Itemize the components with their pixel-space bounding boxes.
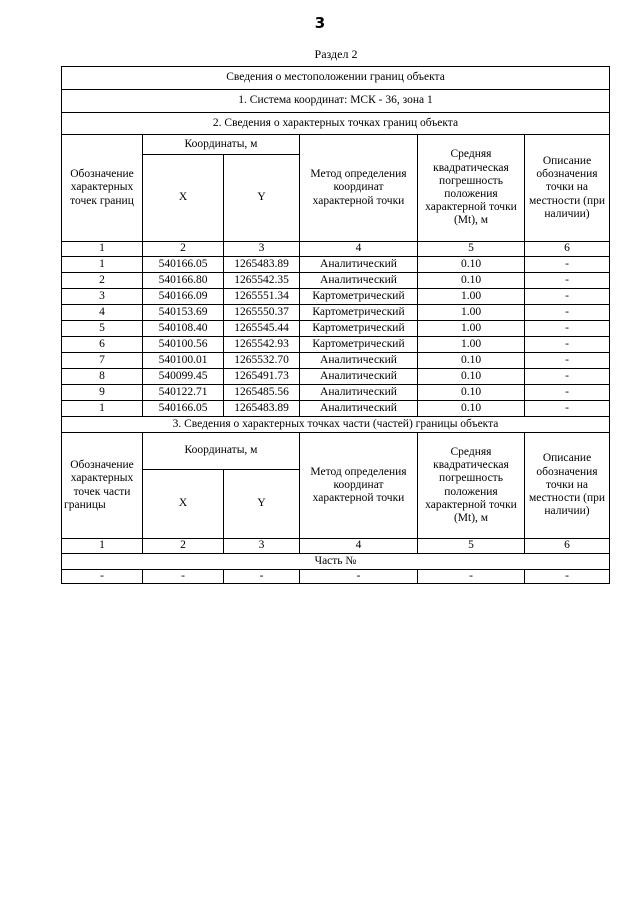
description: - (525, 273, 610, 289)
method: Картометрический (300, 305, 418, 321)
point-row (62, 401, 610, 417)
coord-x: 540100.01 (143, 353, 224, 369)
point-row (62, 337, 610, 353)
description: - (525, 401, 610, 417)
header-designation-part: Обозначение характерных точек части границы (62, 433, 143, 539)
column-number: 2 (143, 539, 224, 554)
header-rms: Средняя квадратическая погрешность положения характерной точки (Mt), м (418, 135, 525, 242)
rms-value: 0.10 (418, 257, 525, 273)
part-cell: - (525, 570, 610, 584)
point-number: 1 (62, 257, 143, 273)
description: - (525, 305, 610, 321)
header-coordinates: Координаты, м (143, 135, 300, 155)
header-method: Метод определения координат характерной точки (300, 135, 418, 242)
header-coordinates: Координаты, м (143, 433, 300, 470)
header-description: Описание обозначения точки на местности (при наличии) (525, 135, 610, 242)
description: - (525, 385, 610, 401)
part2-title: 2. Сведения о характерных точках границ объекта (62, 113, 610, 135)
coord-y: 1265551.34 (224, 289, 300, 305)
description: - (525, 289, 610, 305)
method: Картометрический (300, 337, 418, 353)
header-method: Метод определения координат характерной точки (300, 433, 418, 539)
rms-value: 0.10 (418, 385, 525, 401)
header-designation: Обозначение характерных точек границ (62, 135, 143, 242)
method: Аналитический (300, 273, 418, 289)
coord-y: 1265532.70 (224, 353, 300, 369)
part-cell: - (143, 570, 224, 584)
point-number: 2 (62, 273, 143, 289)
rms-value: 1.00 (418, 337, 525, 353)
boundary-table (61, 66, 610, 584)
description: - (525, 321, 610, 337)
column-number: 1 (62, 242, 143, 257)
method: Аналитический (300, 257, 418, 273)
part-label: Часть № (62, 554, 610, 570)
rms-value: 1.00 (418, 305, 525, 321)
coord-x: 540166.09 (143, 289, 224, 305)
point-number: 6 (62, 337, 143, 353)
method: Картометрический (300, 289, 418, 305)
point-row (62, 273, 610, 289)
description: - (525, 257, 610, 273)
column-number: 2 (143, 242, 224, 257)
coord-x: 540099.45 (143, 369, 224, 385)
header-rms: Средняя квадратическая погрешность положения характерной точки (Mt), м (418, 433, 525, 539)
part-cell: - (62, 570, 143, 584)
point-number: 1 (62, 401, 143, 417)
header-x: X (143, 155, 224, 242)
coord-y: 1265545.44 (224, 321, 300, 337)
header-x: X (143, 470, 224, 539)
point-number: 7 (62, 353, 143, 369)
coord-x: 540122.71 (143, 385, 224, 401)
coord-x: 540166.05 (143, 257, 224, 273)
point-row (62, 385, 610, 401)
point-number: 4 (62, 305, 143, 321)
section-label: Раздел 2 (314, 47, 358, 61)
column-number: 3 (224, 242, 300, 257)
rms-value: 0.10 (418, 369, 525, 385)
rms-value: 0.10 (418, 401, 525, 417)
table-title: Сведения о местоположении границ объекта (62, 67, 610, 90)
column-number: 6 (525, 242, 610, 257)
part-cell: - (300, 570, 418, 584)
column-number: 4 (300, 539, 418, 554)
point-row (62, 353, 610, 369)
column-number: 4 (300, 242, 418, 257)
coord-y: 1265483.89 (224, 401, 300, 417)
coord-x: 540153.69 (143, 305, 224, 321)
method: Аналитический (300, 369, 418, 385)
column-number: 1 (62, 539, 143, 554)
part-cell: - (224, 570, 300, 584)
coord-x: 540108.40 (143, 321, 224, 337)
point-row (62, 257, 610, 273)
point-row (62, 321, 610, 337)
point-number: 8 (62, 369, 143, 385)
header-y: Y (224, 470, 300, 539)
coord-x: 540166.05 (143, 401, 224, 417)
coord-y: 1265483.89 (224, 257, 300, 273)
point-number: 5 (62, 321, 143, 337)
description: - (525, 337, 610, 353)
point-row (62, 369, 610, 385)
point-number: 3 (62, 289, 143, 305)
method: Аналитический (300, 401, 418, 417)
coord-y: 1265485.56 (224, 385, 300, 401)
method: Аналитический (300, 385, 418, 401)
coordinate-system: 1. Система координат: МСК - 36, зона 1 (62, 90, 610, 113)
coord-y: 1265491.73 (224, 369, 300, 385)
column-number: 6 (525, 539, 610, 554)
part3-title: 3. Сведения о характерных точках части (частей) границы объекта (62, 417, 610, 433)
column-number: 5 (418, 242, 525, 257)
method: Аналитический (300, 353, 418, 369)
page-number: 3 (314, 14, 326, 32)
coord-x: 540100.56 (143, 337, 224, 353)
coord-y: 1265550.37 (224, 305, 300, 321)
rms-value: 1.00 (418, 321, 525, 337)
rms-value: 0.10 (418, 353, 525, 369)
point-row (62, 289, 610, 305)
coord-x: 540166.80 (143, 273, 224, 289)
point-row (62, 305, 610, 321)
point-number: 9 (62, 385, 143, 401)
header-description: Описание обозначения точки на местности (при наличии) (525, 433, 610, 539)
description: - (525, 353, 610, 369)
coord-y: 1265542.93 (224, 337, 300, 353)
rms-value: 0.10 (418, 273, 525, 289)
column-number: 3 (224, 539, 300, 554)
description: - (525, 369, 610, 385)
coord-y: 1265542.35 (224, 273, 300, 289)
column-number: 5 (418, 539, 525, 554)
method: Картометрический (300, 321, 418, 337)
part-cell: - (418, 570, 525, 584)
rms-value: 1.00 (418, 289, 525, 305)
header-y: Y (224, 155, 300, 242)
